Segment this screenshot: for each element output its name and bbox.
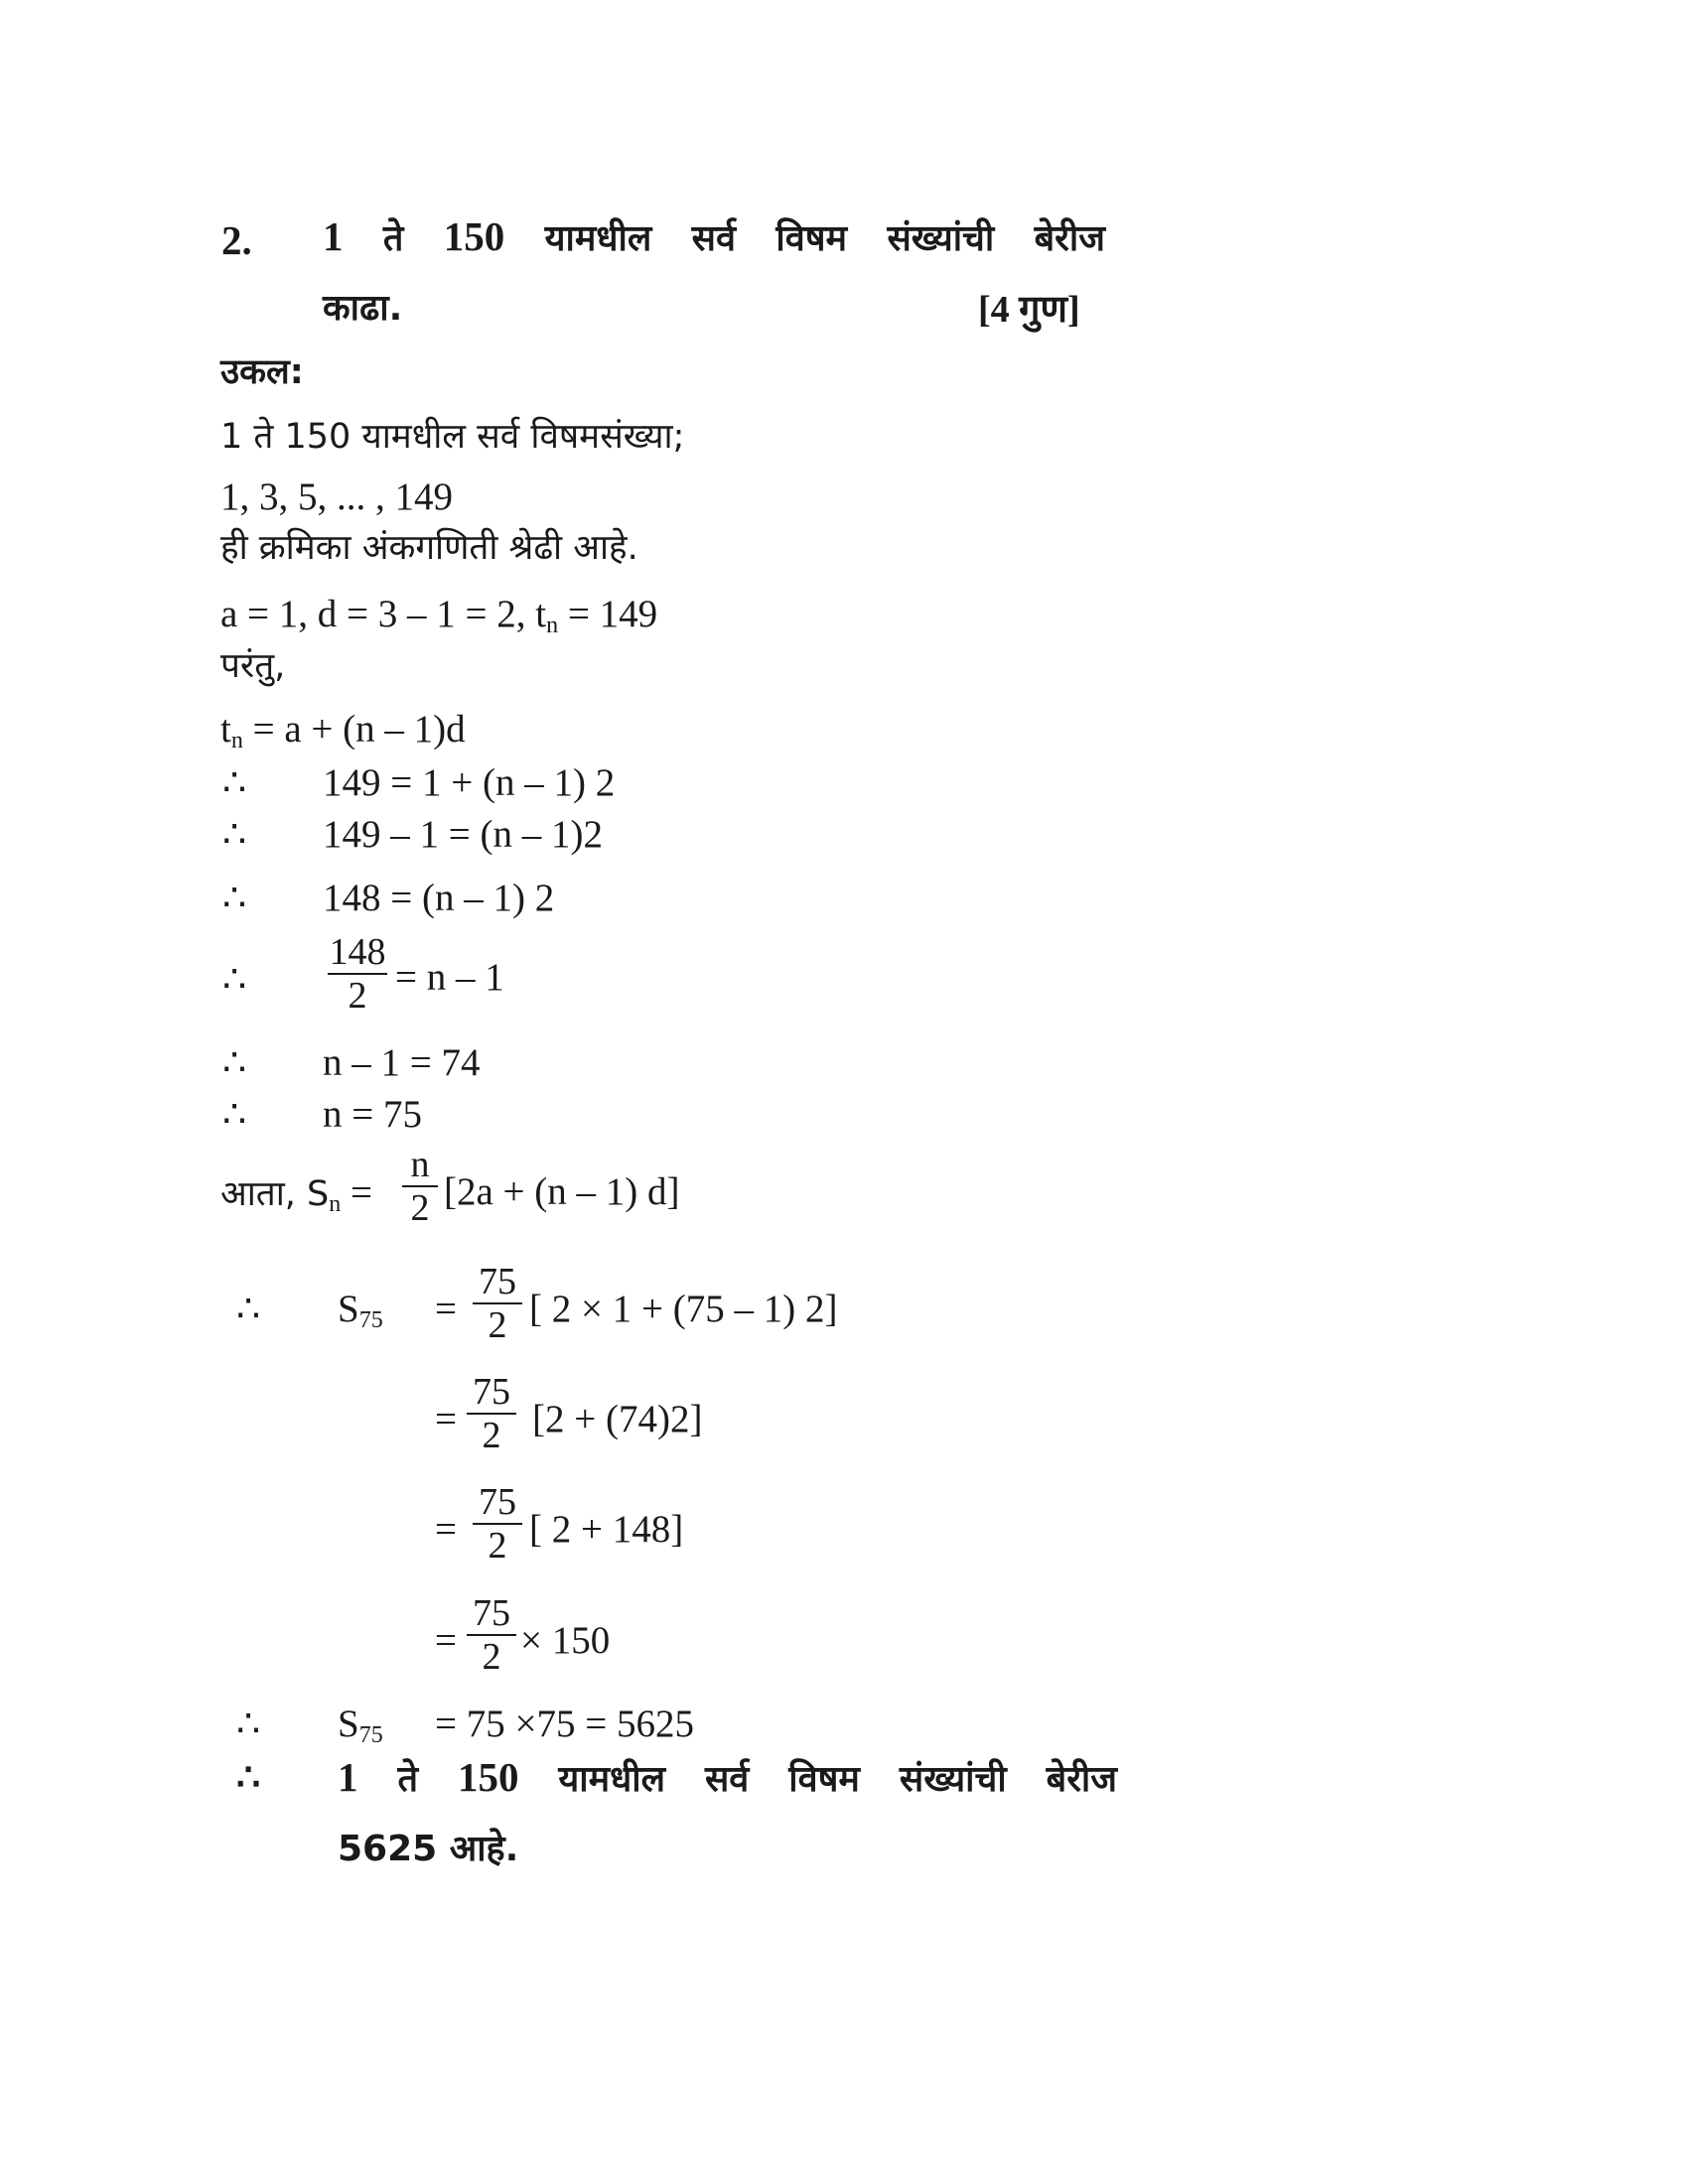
c-word: यामधील: [558, 1759, 665, 1800]
ap-statement: ही क्रमिका अंकगणिती श्रेढी आहे.: [220, 528, 638, 568]
c-word: संख्यांची: [899, 1759, 1007, 1800]
c-word: विषम: [788, 1759, 860, 1800]
c-word: बेरीज: [1046, 1759, 1117, 1800]
conclusion-line-1: [338, 1753, 1117, 1802]
s-letter: S: [338, 1288, 359, 1330]
q-word: संख्यांची: [887, 218, 995, 259]
fraction: [467, 1592, 516, 1678]
subscript: n: [546, 613, 559, 638]
given-tn: = 149: [558, 593, 658, 635]
conclusion-line-2: 5625 आहे.: [338, 1829, 519, 1869]
but-word: परंतु,: [220, 646, 286, 686]
therefore-symbol: ∴: [222, 878, 247, 919]
c-word: 150: [457, 1754, 519, 1800]
calc-rest: × 150: [520, 1619, 611, 1662]
eq-sign: =: [435, 1508, 457, 1551]
therefore-symbol: ∴: [222, 959, 247, 1001]
subscript: 75: [358, 1307, 383, 1333]
c-word: 1: [338, 1754, 358, 1800]
subscript: n: [230, 728, 243, 753]
formula-rest: = a + (n – 1)d: [242, 708, 466, 751]
denominator: 2: [488, 1304, 507, 1346]
step-line: n = 75: [323, 1093, 422, 1136]
frac-step-rest: = n – 1: [395, 956, 504, 999]
s75-label: [338, 1287, 383, 1334]
numerator: 75: [473, 1592, 510, 1634]
fraction: [467, 1371, 516, 1456]
equals: =: [341, 1171, 373, 1214]
c-word: ते: [397, 1759, 418, 1800]
formula-t: t: [220, 708, 231, 751]
therefore-symbol: ∴: [236, 1757, 261, 1799]
therefore-symbol: ∴: [222, 1094, 247, 1136]
calc-rest: [ 2 × 1 + (75 – 1) 2]: [529, 1288, 838, 1330]
sequence-line: 1, 3, 5, ... , 149: [220, 476, 453, 518]
step-line: 148 = (n – 1) 2: [323, 877, 555, 919]
sum-formula-lead: [220, 1169, 372, 1218]
c-word: सर्व: [704, 1759, 750, 1800]
numerator: 75: [479, 1261, 516, 1302]
intro-line: 1 ते 150 यामधील सर्व विषमसंख्या;: [220, 417, 685, 457]
eq-sign: =: [435, 1288, 457, 1330]
therefore-symbol: ∴: [236, 1704, 261, 1745]
solution-heading: उकल:: [220, 352, 304, 392]
therefore-symbol: ∴: [222, 1042, 247, 1084]
calc-rest: [ 2 + 148]: [529, 1508, 684, 1551]
given-values: [220, 592, 657, 639]
numerator: 148: [329, 931, 386, 973]
q-word: बेरीज: [1034, 218, 1105, 259]
subscript: 75: [358, 1722, 383, 1748]
denominator: 2: [348, 975, 367, 1017]
step-line: 149 – 1 = (n – 1)2: [323, 813, 603, 856]
question-line-1: [323, 212, 1105, 261]
q-word: ते: [382, 218, 404, 259]
q-word: 150: [443, 213, 505, 259]
numerator: n: [410, 1144, 430, 1185]
s-letter: S: [338, 1703, 359, 1745]
q-word: सर्व: [691, 218, 736, 259]
fraction: [473, 1261, 522, 1346]
eq-sign: =: [435, 1398, 457, 1440]
therefore-symbol: ∴: [222, 762, 247, 804]
eq-sign: =: [435, 1619, 457, 1662]
step-line: n – 1 = 74: [323, 1041, 481, 1084]
fraction: [473, 1481, 522, 1567]
denominator: 2: [410, 1187, 430, 1229]
numerator: 75: [473, 1371, 510, 1413]
given-text: a = 1, d = 3 – 1 = 2, t: [220, 593, 547, 635]
q-word: 1: [323, 213, 344, 259]
question-number: 2.: [221, 217, 252, 263]
denominator: 2: [482, 1636, 501, 1678]
sum-formula-rest: [2a + (n – 1) d]: [444, 1170, 680, 1213]
final-equation: = 75 ×75 = 5625: [435, 1703, 694, 1745]
denominator: 2: [482, 1415, 501, 1456]
nth-term-formula: [220, 707, 466, 754]
s75-label: [338, 1702, 383, 1749]
numerator: 75: [479, 1481, 516, 1523]
q-word: विषम: [775, 218, 848, 259]
fraction: [402, 1144, 438, 1229]
calc-rest: [2 + (74)2]: [532, 1398, 703, 1440]
therefore-symbol: ∴: [222, 814, 247, 856]
now-text: आता, S: [220, 1174, 330, 1214]
subscript: n: [329, 1191, 342, 1217]
question-line-2: काढा.: [323, 288, 403, 329]
therefore-symbol: ∴: [236, 1289, 261, 1330]
step-line: 149 = 1 + (n – 1) 2: [323, 761, 616, 804]
fraction: [328, 931, 387, 1017]
denominator: 2: [488, 1525, 507, 1567]
q-word: यामधील: [544, 218, 652, 259]
question-marks: [4 गुण]: [978, 289, 1080, 331]
